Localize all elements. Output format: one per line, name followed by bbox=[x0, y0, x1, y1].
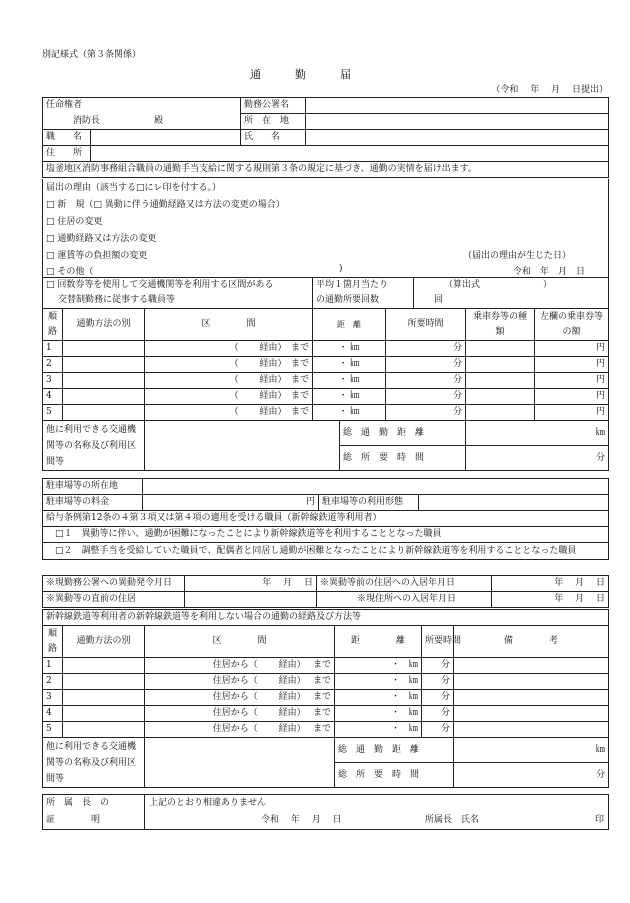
method-cell[interactable] bbox=[63, 690, 145, 706]
page-title: 通 勤 届 bbox=[250, 68, 355, 81]
time-cell[interactable]: 分 bbox=[386, 389, 466, 405]
time-cell[interactable]: 分 bbox=[386, 341, 466, 357]
post-field[interactable] bbox=[91, 130, 241, 146]
distance-cell[interactable]: ・ ㎞ bbox=[335, 674, 422, 690]
method-cell[interactable] bbox=[63, 357, 145, 373]
col-distance: 距 離 bbox=[313, 309, 386, 341]
time-cell[interactable]: 分 bbox=[422, 674, 454, 690]
identity-table bbox=[42, 97, 609, 178]
distance-cell[interactable]: ・ ㎞ bbox=[335, 690, 422, 706]
order-date-field[interactable]: 年 月 日 bbox=[185, 576, 317, 592]
location-field[interactable] bbox=[306, 114, 609, 130]
remarks-cell[interactable] bbox=[454, 690, 609, 706]
alt-other-transport-label: 他に利用できる交通機関等の名称及び利用区間等 bbox=[43, 738, 145, 788]
prev-move-in-field[interactable]: 年 月 日 bbox=[492, 576, 609, 592]
fare-cell[interactable]: 円 bbox=[535, 405, 609, 421]
cert-table bbox=[42, 794, 609, 830]
distance-cell[interactable]: ・ ㎞ bbox=[335, 722, 422, 738]
method-cell[interactable] bbox=[63, 389, 145, 405]
ticket-text-1: □ 回数券等を使用して交通機関等を利用する区間がある bbox=[46, 280, 274, 290]
time-cell[interactable]: 分 bbox=[422, 722, 454, 738]
name-field[interactable] bbox=[306, 130, 609, 146]
form-label: 別記様式（第３条関係） bbox=[42, 50, 142, 60]
method-cell[interactable] bbox=[63, 706, 145, 722]
row-no: 3 bbox=[43, 373, 63, 389]
prev-residence-label: ※異動等の直前の住居 bbox=[43, 592, 185, 608]
row-no: 5 bbox=[43, 405, 63, 421]
address-label: 住 所 bbox=[43, 146, 91, 162]
row-no: 4 bbox=[43, 389, 63, 405]
distance-cell[interactable]: ・ ㎞ bbox=[335, 658, 422, 674]
section-cell[interactable]: 住居から（ 経由） まで bbox=[145, 658, 335, 674]
distance-cell[interactable]: ・ ㎞ bbox=[313, 389, 386, 405]
ticket-text bbox=[43, 278, 313, 309]
cur-move-in-label: ※現住所への入居年月日 bbox=[317, 592, 492, 608]
fare-cell[interactable]: 円 bbox=[535, 373, 609, 389]
section-cell[interactable]: （ 経由） まで bbox=[145, 405, 313, 421]
avg-count-label bbox=[313, 278, 414, 309]
reason-residence-checkbox[interactable]: □ 住居の変更 bbox=[46, 217, 103, 227]
statement: 塩釜地区消防事務組合職員の通勤手当支給に関する規則第３条の規定に基づき、通勤の実情を届け出ます。 bbox=[43, 162, 609, 178]
section-cell[interactable]: （ 経由） まで bbox=[145, 357, 313, 373]
col-fare: 左欄の乗車券等の額 bbox=[535, 309, 609, 341]
remarks-cell[interactable] bbox=[454, 658, 609, 674]
row-no: 4 bbox=[43, 706, 63, 722]
parking-usage-label: 駐車場等の利用形態 bbox=[319, 495, 419, 511]
section-cell[interactable]: 住居から（ 経由） まで bbox=[145, 674, 335, 690]
office-label: 勤務公署名 bbox=[241, 98, 306, 114]
section-cell[interactable]: （ 経由） まで bbox=[145, 373, 313, 389]
table-row bbox=[43, 658, 609, 674]
col-no: 順路 bbox=[43, 309, 63, 341]
time-cell[interactable]: 分 bbox=[386, 373, 466, 389]
col-ticket-type: 乗車券等の種類 bbox=[466, 309, 535, 341]
seal-mark: 印 bbox=[594, 815, 604, 825]
parking-location-field[interactable] bbox=[143, 479, 609, 495]
col-method: 通勤方法の別 bbox=[63, 309, 145, 341]
alt-col-section: 区 間 bbox=[145, 626, 335, 658]
alt-total-time-label: 総 所 要 時 間 bbox=[335, 763, 454, 788]
time-cell[interactable]: 分 bbox=[386, 357, 466, 373]
total-distance-label: 総 通 勤 距 離 bbox=[340, 421, 466, 446]
total-distance-unit[interactable]: ㎞ bbox=[466, 421, 609, 446]
table-row bbox=[43, 341, 609, 357]
order-date-label: ※現勤務公署への異動発令月日 bbox=[43, 576, 185, 592]
reason-other-checkbox[interactable]: □ その他（ bbox=[46, 267, 94, 277]
row-no: 1 bbox=[43, 658, 63, 674]
prev-residence-field[interactable] bbox=[185, 592, 317, 608]
alt-total-distance-label: 総 通 勤 距 離 bbox=[335, 738, 454, 763]
times-field[interactable]: 回 bbox=[414, 293, 609, 309]
fare-cell[interactable]: 円 bbox=[535, 357, 609, 373]
post-label: 職 名 bbox=[43, 130, 91, 146]
alt-total-distance-unit[interactable]: ㎞ bbox=[454, 738, 609, 763]
section-cell[interactable]: （ 経由） まで bbox=[145, 341, 313, 357]
alt-col-distance: 距 離 bbox=[335, 626, 422, 658]
remarks-cell[interactable] bbox=[454, 706, 609, 722]
cert-label-1: 所 属 長 の bbox=[46, 798, 110, 808]
remarks-cell[interactable] bbox=[454, 722, 609, 738]
table-row bbox=[43, 389, 609, 405]
parking-table bbox=[42, 478, 609, 560]
method-cell[interactable] bbox=[63, 722, 145, 738]
table-row bbox=[43, 722, 609, 738]
cert-chief-name[interactable]: 所属長 氏名 bbox=[425, 815, 480, 825]
time-cell[interactable]: 分 bbox=[422, 658, 454, 674]
reasons-box bbox=[42, 179, 609, 278]
section-cell[interactable]: 住居から（ 経由） まで bbox=[145, 722, 335, 738]
parking-fee-field[interactable]: 円 bbox=[143, 495, 319, 511]
parking-fee-label: 駐車場等の料金 bbox=[43, 495, 143, 511]
method-cell[interactable] bbox=[63, 674, 145, 690]
distance-cell[interactable]: ・ ㎞ bbox=[313, 357, 386, 373]
occur-date[interactable]: 令和 年 月 日 bbox=[513, 267, 586, 277]
occur-label: （届出の理由が生じた日） bbox=[463, 251, 572, 261]
alt-col-time: 所要時間 bbox=[422, 626, 454, 658]
method-cell[interactable] bbox=[63, 658, 145, 674]
alt-col-no: 順路 bbox=[43, 626, 63, 658]
row-no: 2 bbox=[43, 357, 63, 373]
total-time-unit[interactable]: 分 bbox=[466, 446, 609, 471]
address-field[interactable] bbox=[91, 146, 609, 162]
ticket-type-cell[interactable] bbox=[466, 341, 535, 357]
section-cell[interactable]: 住居から（ 経由） まで bbox=[145, 706, 335, 722]
row-no: 1 bbox=[43, 341, 63, 357]
ticket-type-cell[interactable] bbox=[466, 373, 535, 389]
reason-other-close: ) bbox=[339, 264, 343, 274]
avg-count-label-1: 平均１箇月当たり bbox=[316, 280, 389, 290]
cert-label bbox=[43, 795, 145, 830]
alt-total-time-unit[interactable]: 分 bbox=[454, 763, 609, 788]
distance-cell[interactable]: ・ ㎞ bbox=[313, 405, 386, 421]
cert-date[interactable]: 令和 年 月 日 bbox=[261, 815, 342, 825]
distance-cell[interactable]: ・ ㎞ bbox=[313, 373, 386, 389]
method-cell[interactable] bbox=[63, 373, 145, 389]
location-label: 所 在 地 bbox=[241, 114, 306, 130]
row-no: 2 bbox=[43, 674, 63, 690]
ticket-text-2: 交替制勤務に従事する職員等 bbox=[58, 295, 176, 305]
row-no: 3 bbox=[43, 690, 63, 706]
cur-move-in-field[interactable]: 年 月 日 bbox=[492, 592, 609, 608]
remarks-cell[interactable] bbox=[454, 674, 609, 690]
total-time-label: 総 所 要 時 間 bbox=[340, 446, 466, 471]
alt-other-transport-field[interactable] bbox=[145, 738, 335, 788]
cert-text: 上記のとおり相違ありません bbox=[149, 798, 267, 808]
section-cell[interactable]: 住居から（ 経由） まで bbox=[145, 690, 335, 706]
alt-route-table bbox=[42, 609, 609, 788]
distance-cell[interactable]: ・ ㎞ bbox=[335, 706, 422, 722]
shinkansen-heading: 給与条例第12条の４第３項又は第４項の適用を受ける職員（新幹線鉄道等利用者） bbox=[43, 511, 609, 527]
route-table bbox=[42, 277, 609, 471]
distance-cell[interactable]: ・ ㎞ bbox=[313, 341, 386, 357]
alt-heading: 新幹線鉄道等利用者の新幹線鉄道等を利用しない場合の通勤の経路及び方法等 bbox=[43, 610, 609, 626]
alt-col-method: 通勤方法の別 bbox=[63, 626, 145, 658]
reasons-heading: 届出の理由（該当する□にレ印を付する。） bbox=[46, 183, 222, 193]
method-cell[interactable] bbox=[63, 341, 145, 357]
time-cell[interactable]: 分 bbox=[422, 690, 454, 706]
date-submitted: （令和 年 月 日提出） bbox=[491, 85, 608, 95]
formula: （算出式 ） bbox=[414, 278, 609, 294]
chief-addressee: 消防長 殿 bbox=[43, 114, 241, 130]
section-cell[interactable]: （ 経由） まで bbox=[145, 389, 313, 405]
row-no: 5 bbox=[43, 722, 63, 738]
reason-fare-checkbox[interactable]: □ 運賃等の負担額の変更 bbox=[46, 251, 148, 261]
col-time: 所要時間 bbox=[386, 309, 466, 341]
reason-new-checkbox[interactable]: □ 新 規（□ 異動に伴う通勤経路又は方法の変更の場合） bbox=[46, 200, 285, 210]
table-row bbox=[43, 373, 609, 389]
table-row bbox=[43, 690, 609, 706]
name-label: 氏 名 bbox=[241, 130, 306, 146]
shinkansen-item-2[interactable]: □２ 調整手当を受給していた職員で、配偶者と同居し通勤が困難となったことにより新幹線鉄道等を利用することとなった職員 bbox=[43, 543, 609, 560]
reason-route-checkbox[interactable]: □ 通勤経路又は方法の変更 bbox=[46, 234, 157, 244]
time-cell[interactable]: 分 bbox=[422, 706, 454, 722]
transfer-table bbox=[42, 575, 609, 608]
fare-cell[interactable]: 円 bbox=[535, 341, 609, 357]
other-transport-field[interactable] bbox=[145, 421, 340, 471]
method-cell[interactable] bbox=[63, 405, 145, 421]
ticket-type-cell[interactable] bbox=[466, 389, 535, 405]
table-row bbox=[43, 357, 609, 373]
cert-body bbox=[145, 795, 609, 830]
other-transport-label: 他に利用できる交通機関等の名称及び利用区間等 bbox=[43, 421, 145, 471]
time-cell[interactable]: 分 bbox=[386, 405, 466, 421]
office-field[interactable] bbox=[306, 98, 609, 114]
cert-label-2: 証 明 bbox=[46, 815, 101, 825]
table-row bbox=[43, 674, 609, 690]
col-section: 区 間 bbox=[145, 309, 313, 341]
parking-location-label: 駐車場等の所在地 bbox=[43, 479, 143, 495]
parking-usage-field[interactable] bbox=[419, 495, 609, 511]
table-row bbox=[43, 405, 609, 421]
ticket-type-cell[interactable] bbox=[466, 405, 535, 421]
avg-count-label-2: の通勤所要回数 bbox=[316, 295, 380, 305]
ticket-type-cell[interactable] bbox=[466, 357, 535, 373]
fare-cell[interactable]: 円 bbox=[535, 389, 609, 405]
appointer-label: 任命権者 bbox=[43, 98, 241, 114]
table-row bbox=[43, 706, 609, 722]
alt-col-remarks: 備 考 bbox=[454, 626, 609, 658]
prev-move-in-label: ※異動等前の住居への入居年月日 bbox=[317, 576, 492, 592]
shinkansen-item-1[interactable]: □１ 異動等に伴い、通勤が困難になったことにより新幹線鉄道等を利用することとなった職員 bbox=[43, 527, 609, 543]
